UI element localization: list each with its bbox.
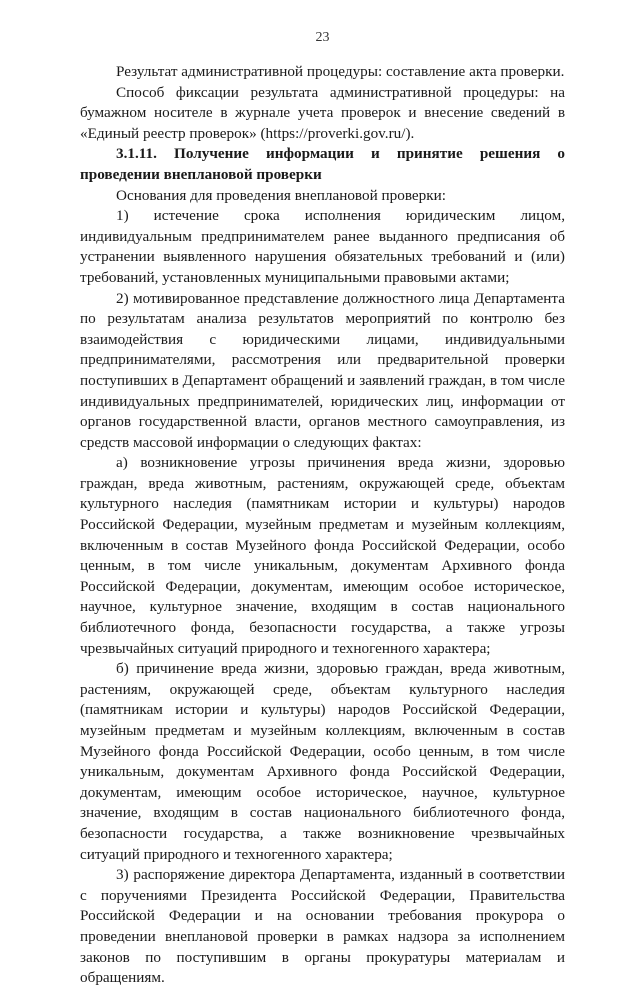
list-item-2a: а) возникновение угрозы причинения вреда жизни, здоровью граждан, вреда животным, растениям, окружающей среде, объектам культурного наследия (памятникам истории и культуры) народов Российской Федерации, музейным предметам и музейным коллекциям, включенным в состав Музейного фонда Российской Федерации, особо ценным, в том числе уникальным, документам Архивного фонда Российской Федерации, документам, имеющим особое историческое, научное, культурное значение, входящим в состав национального библиотечного фонда, безопасности государства, а также угрозы чрезвычайных ситуаций природного и техногенного характера;: [80, 454, 565, 657]
list-item-3: 3) распоряжение директора Департамента, изданный в соответствии с поручениями Президента Российской Федерации, Правительства Российской Федерации и на основании требования прокурора о проведении внеплановой проверки в рамках надзора за исполнением законов по поступившим в органы прокуратуры материалам и обращениям.: [80, 866, 565, 987]
list-item-2: 2) мотивированное представление должностного лица Департамента по результатам анализа результатов мероприятий по контролю без взаимодействия с юридическими лицами, индивидуальными предпринимателями, рассмотрения или предварительной проверки поступивших в Департамент обращений и заявлений граждан, в том числе индивидуальных предпринимателей, юридических лиц, информации от органов государственной власти, органов местного самоуправления, из средств массовой информации о следующих фактах:: [80, 289, 565, 451]
paragraph-grounds: Основания для проведения внеплановой проверки:: [116, 186, 446, 204]
list-item-1: 1) истечение срока исполнения юридическим лицом, индивидуальным предпринимателем ранее выданного предписания об устранении выявленного нарушения обязательных требований и (или) требований, установленных муниципальными правовыми актами;: [80, 207, 565, 286]
paragraph-fixation-method: Способ фиксации результата административной процедуры: на бумажном носителе в журнале учета проверок и внесение сведений в «Единый реестр проверок» (https://proverki.gov.ru/).: [80, 83, 565, 142]
paragraph-result: Результат административной процедуры: составление акта проверки.: [116, 63, 565, 80]
page-number: 23: [315, 30, 330, 45]
section-heading: 3.1.11. Получение информации и принятие решения о проведении внеплановой проверки: [80, 145, 565, 183]
list-item-2b: б) причинение вреда жизни, здоровью граждан, вреда животным, растениям, окружающей среде, объектам культурного наследия (памятникам истории и культуры) народов Российской Федерации, музейным предметам и музейным коллекциям, включенным в состав Музейного фонда Российской Федерации, особо ценным, в том числе уникальным, документам Архивного фонда Российской Федерации, документам, имеющим особое историческое, научное, культурное значение, входящим в состав национального библиотечного фонда, безопасности государства, а также возникновение чрезвычайных ситуаций природного и техногенного характера;: [80, 660, 565, 863]
document-body: [80, 62, 565, 989]
